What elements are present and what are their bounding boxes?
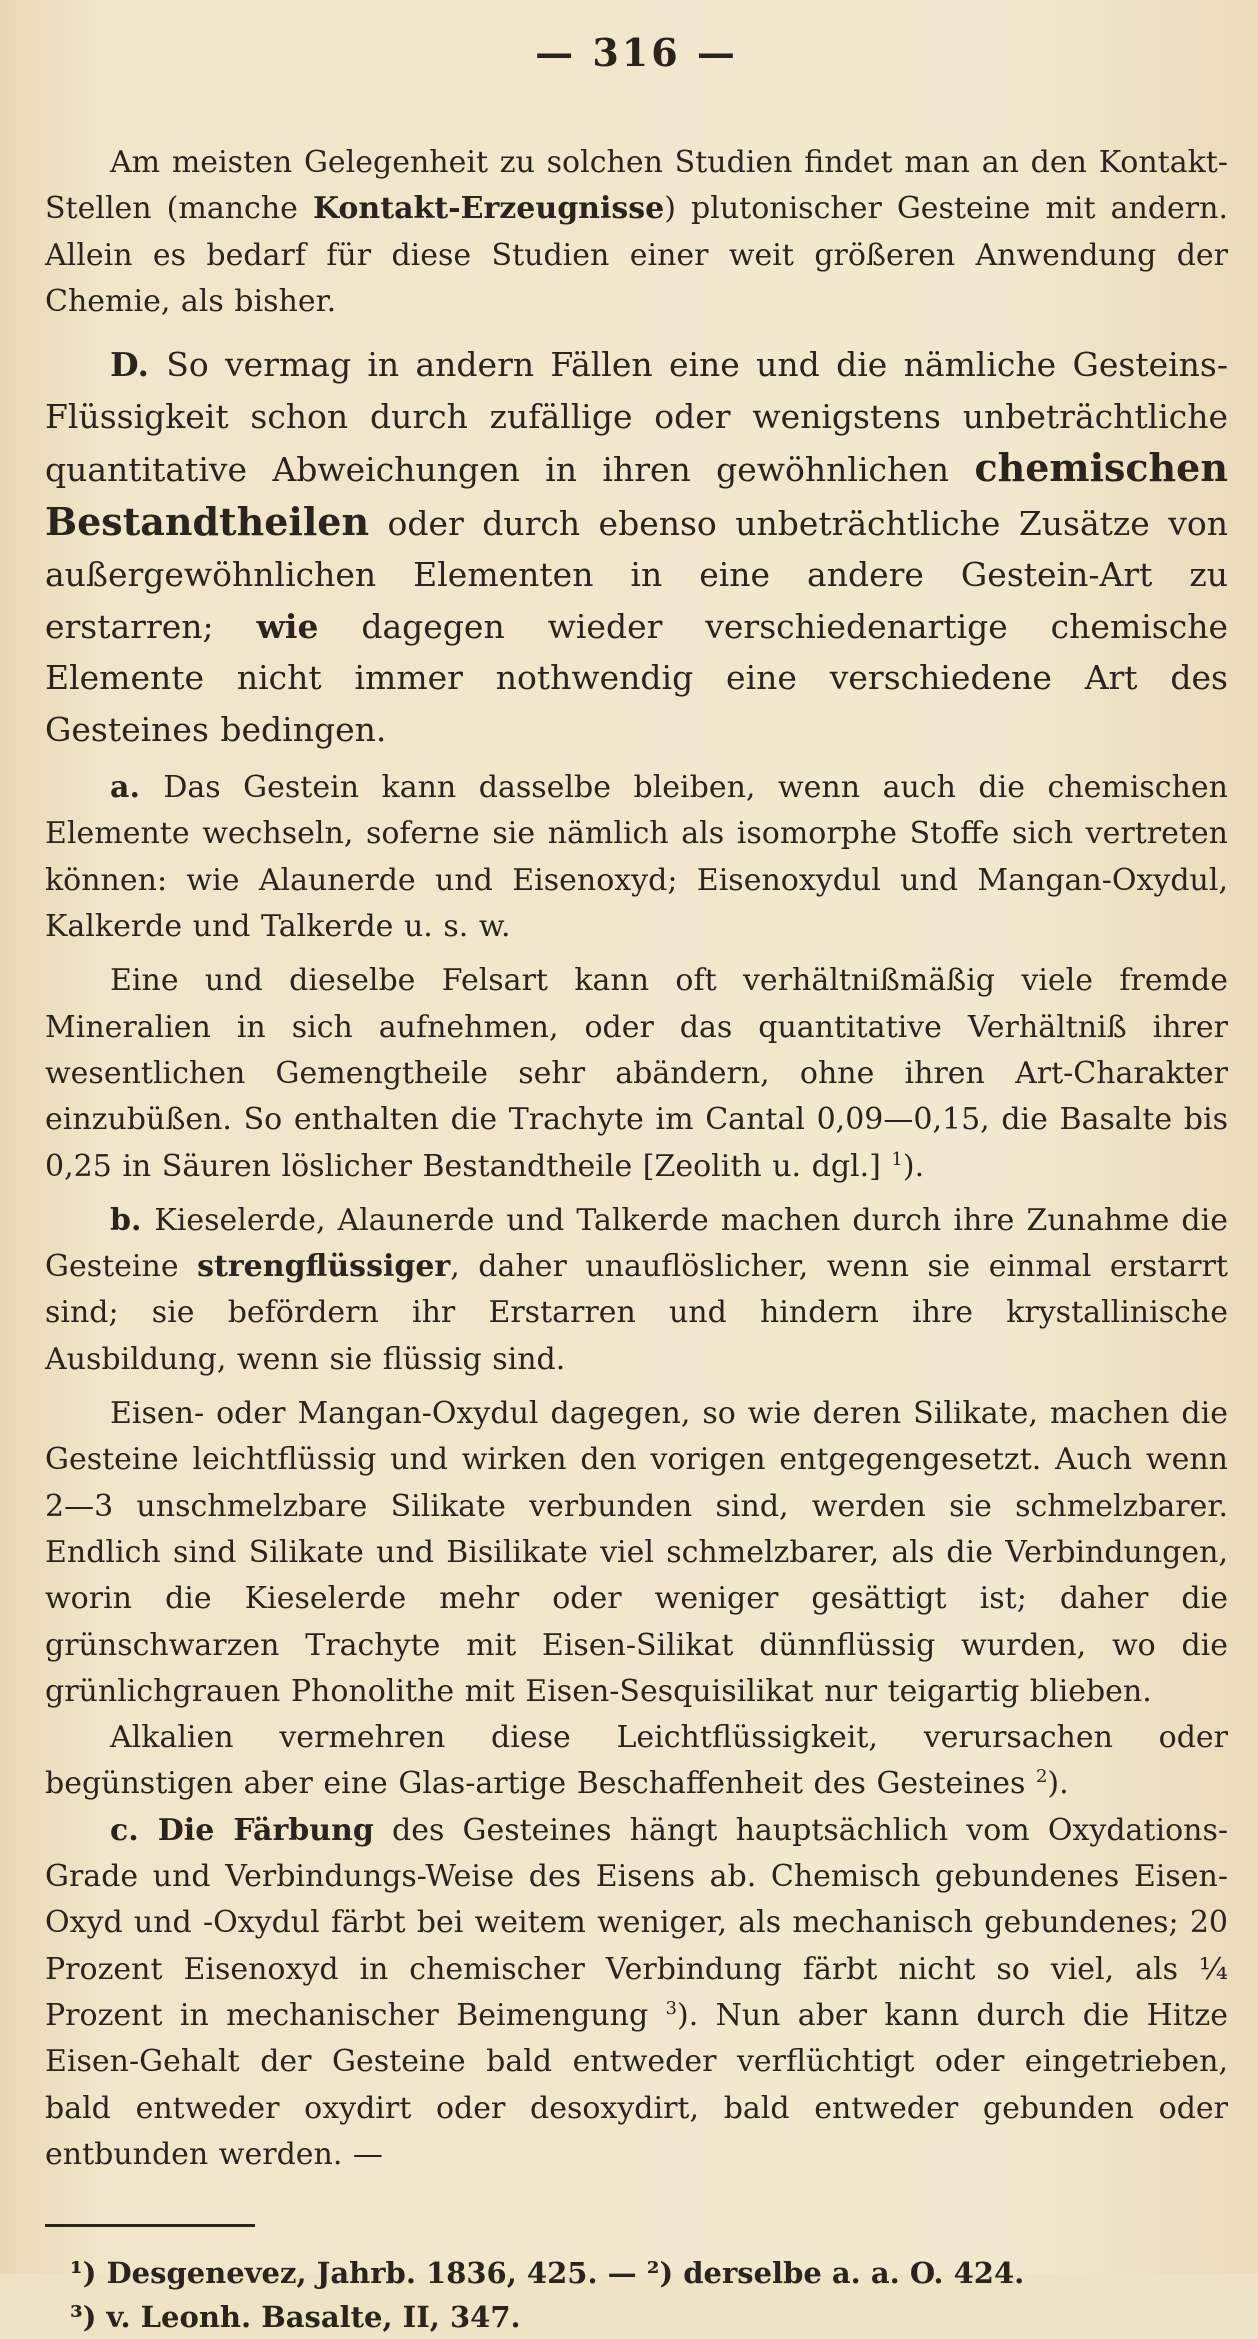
text-run: oder durch ebenso unbeträchtliche Zusätze von außergewöhnlichen Elementen in eine andere Gestein-Art zu erstarren; bbox=[45, 503, 1228, 646]
paragraph-b-silica bbox=[45, 1198, 1228, 1383]
paragraph-a-minerals bbox=[45, 958, 1228, 1189]
text-run: ). bbox=[1047, 1766, 1069, 1802]
emphasis-bold: strengflüssiger bbox=[197, 1249, 451, 1285]
text-run: ). bbox=[902, 1148, 925, 1184]
paragraph-b-alkali bbox=[45, 1715, 1228, 1808]
paragraph-c-colour bbox=[45, 1808, 1228, 2178]
page-number: — 316 — bbox=[535, 30, 738, 75]
footnote-ref: 1 bbox=[891, 1148, 903, 1170]
paragraph-section-d bbox=[45, 339, 1228, 755]
text-run: ) plutonischer Gesteine mit andern. Allein es bedarf für diese Studien einer weit größeren Anwendung der Chemie, als bisher. bbox=[45, 191, 1228, 319]
text-run: Alkalien vermehren diese Leichtflüssigkeit, verursachen oder begünstigen aber eine Glas-artige Beschaffenheit des Gesteines bbox=[45, 1720, 1228, 1802]
paragraph-contact-zones bbox=[45, 140, 1228, 325]
text-run: Das Gestein kann dasselbe bleiben, wenn auch die chemischen Elemente wechseln, soferne sie nämlich als isomorphe Stoffe sich vertreten können: wie Alaunerde und Eisenoxyd; Eisenoxydul und Mangan-Oxydul, Kalkerde und Talkerde u. s. w. bbox=[45, 770, 1229, 945]
emphasis-bold: Kontakt-Erzeugnisse bbox=[312, 191, 665, 227]
emphasis-heavy: chemischen Bestandtheilen bbox=[45, 445, 1228, 544]
text-run: Am meisten Gelegenheit zu solchen Studien findet man an den Kontakt-Stellen (manche bbox=[45, 145, 1228, 227]
footnote-ref: 2 bbox=[1035, 1766, 1048, 1788]
emphasis-bold: b. bbox=[110, 1202, 155, 1238]
emphasis-bold: wie bbox=[256, 606, 319, 646]
text-run: ). Nun aber kann durch die Hitze Eisen-Gehalt der Gesteine bald entweder verflüchtigt oder eingetrieben, bald entweder oxydirt oder desoxydirt, bald entweder gebunden oder entbunden werden. — bbox=[45, 1997, 1228, 2172]
footnote-line-1: ¹) Desgenevez, Jahrb. 1836, 425. — ²) derselbe a. a. O. 424. bbox=[70, 2256, 1025, 2291]
emphasis-bold: D. bbox=[110, 345, 167, 385]
footnote-line-2: ³) v. Leonh. Basalte, II, 347. bbox=[70, 2300, 521, 2335]
footnote-ref: 3 bbox=[665, 1997, 677, 2019]
text-run: Eine und dieselbe Felsart kann oft verhältnißmäßig viele fremde Mineralien in sich aufnehmen, oder das quantitative Verhältniß ihrer wesentlichen Gemengtheile sehr abändern, ohne ihren Art-Charakter einzubüßen. So enthalten die Trachyte im Cantal 0,09—0,15, die Basalte bis 0,25 in Säuren löslicher Bestandtheile [Zeolith u. dgl.] bbox=[45, 963, 1228, 1184]
emphasis-bold: a. bbox=[110, 770, 164, 806]
text-run: , daher unauflöslicher, wenn sie einmal erstarrt sind; sie befördern ihr Erstarren und hindern ihre krystallinische Ausbildung, wenn sie flüssig sind. bbox=[45, 1249, 1228, 1377]
emphasis-bold: Färbung bbox=[233, 1812, 374, 1848]
text-run: Eisen- oder Mangan-Oxydul dagegen, so wie deren Silikate, machen die Gesteine leichtflüssig und wirken den vorigen entgegengesetzt. Auch wenn 2—3 unschmelzbare Silikate verbunden sind, werden sie schmelzbarer. Endlich sind Silikate und Bisilikate viel schmelzbarer, als die Verbindungen, worin die Kieselerde mehr oder weniger gesättigt ist; daher die grünschwarzen Trachyte mit Eisen-Silikat dünnflüssig wurden, wo die grünlichgrauen Phonolithe mit Eisen-Sesquisilikat nur teigartig blieben. bbox=[45, 1396, 1228, 1709]
text-run: des Gesteines hängt hauptsächlich vom Oxydations-Grade und Verbindungs-Weise des Eisens ab. Chemisch gebundenes Eisen-Oxyd und -Oxydul färbt bei weitem weniger, als mechanisch gebundenes; 20 Prozent Eisenoxyd in chemischer Verbindung färbt nicht so viel, als ¼ Prozent in mechanischer Beimengung bbox=[45, 1812, 1228, 2033]
paragraph-a-isomorphic bbox=[45, 765, 1228, 950]
text-run: Kieselerde, Alaunerde und Talkerde machen durch ihre Zunahme die Gesteine bbox=[45, 1202, 1228, 1285]
emphasis-bold: c. Die bbox=[110, 1812, 234, 1848]
main-text bbox=[45, 140, 1228, 2178]
footnote-divider bbox=[45, 2224, 255, 2227]
text-run: dagegen wieder verschiedenartige chemische Elemente nicht immer nothwendig eine verschiedene Art des Gesteines bedingen. bbox=[45, 606, 1228, 749]
text-run: So vermag in andern Fällen eine und die nämliche Gesteins-Flüssigkeit schon durch zufällige oder wenigstens unbeträchtliche quantitative Abweichungen in ihren gewöhnlichen bbox=[45, 345, 1229, 490]
paragraph-b-oxydul bbox=[45, 1391, 1228, 1715]
